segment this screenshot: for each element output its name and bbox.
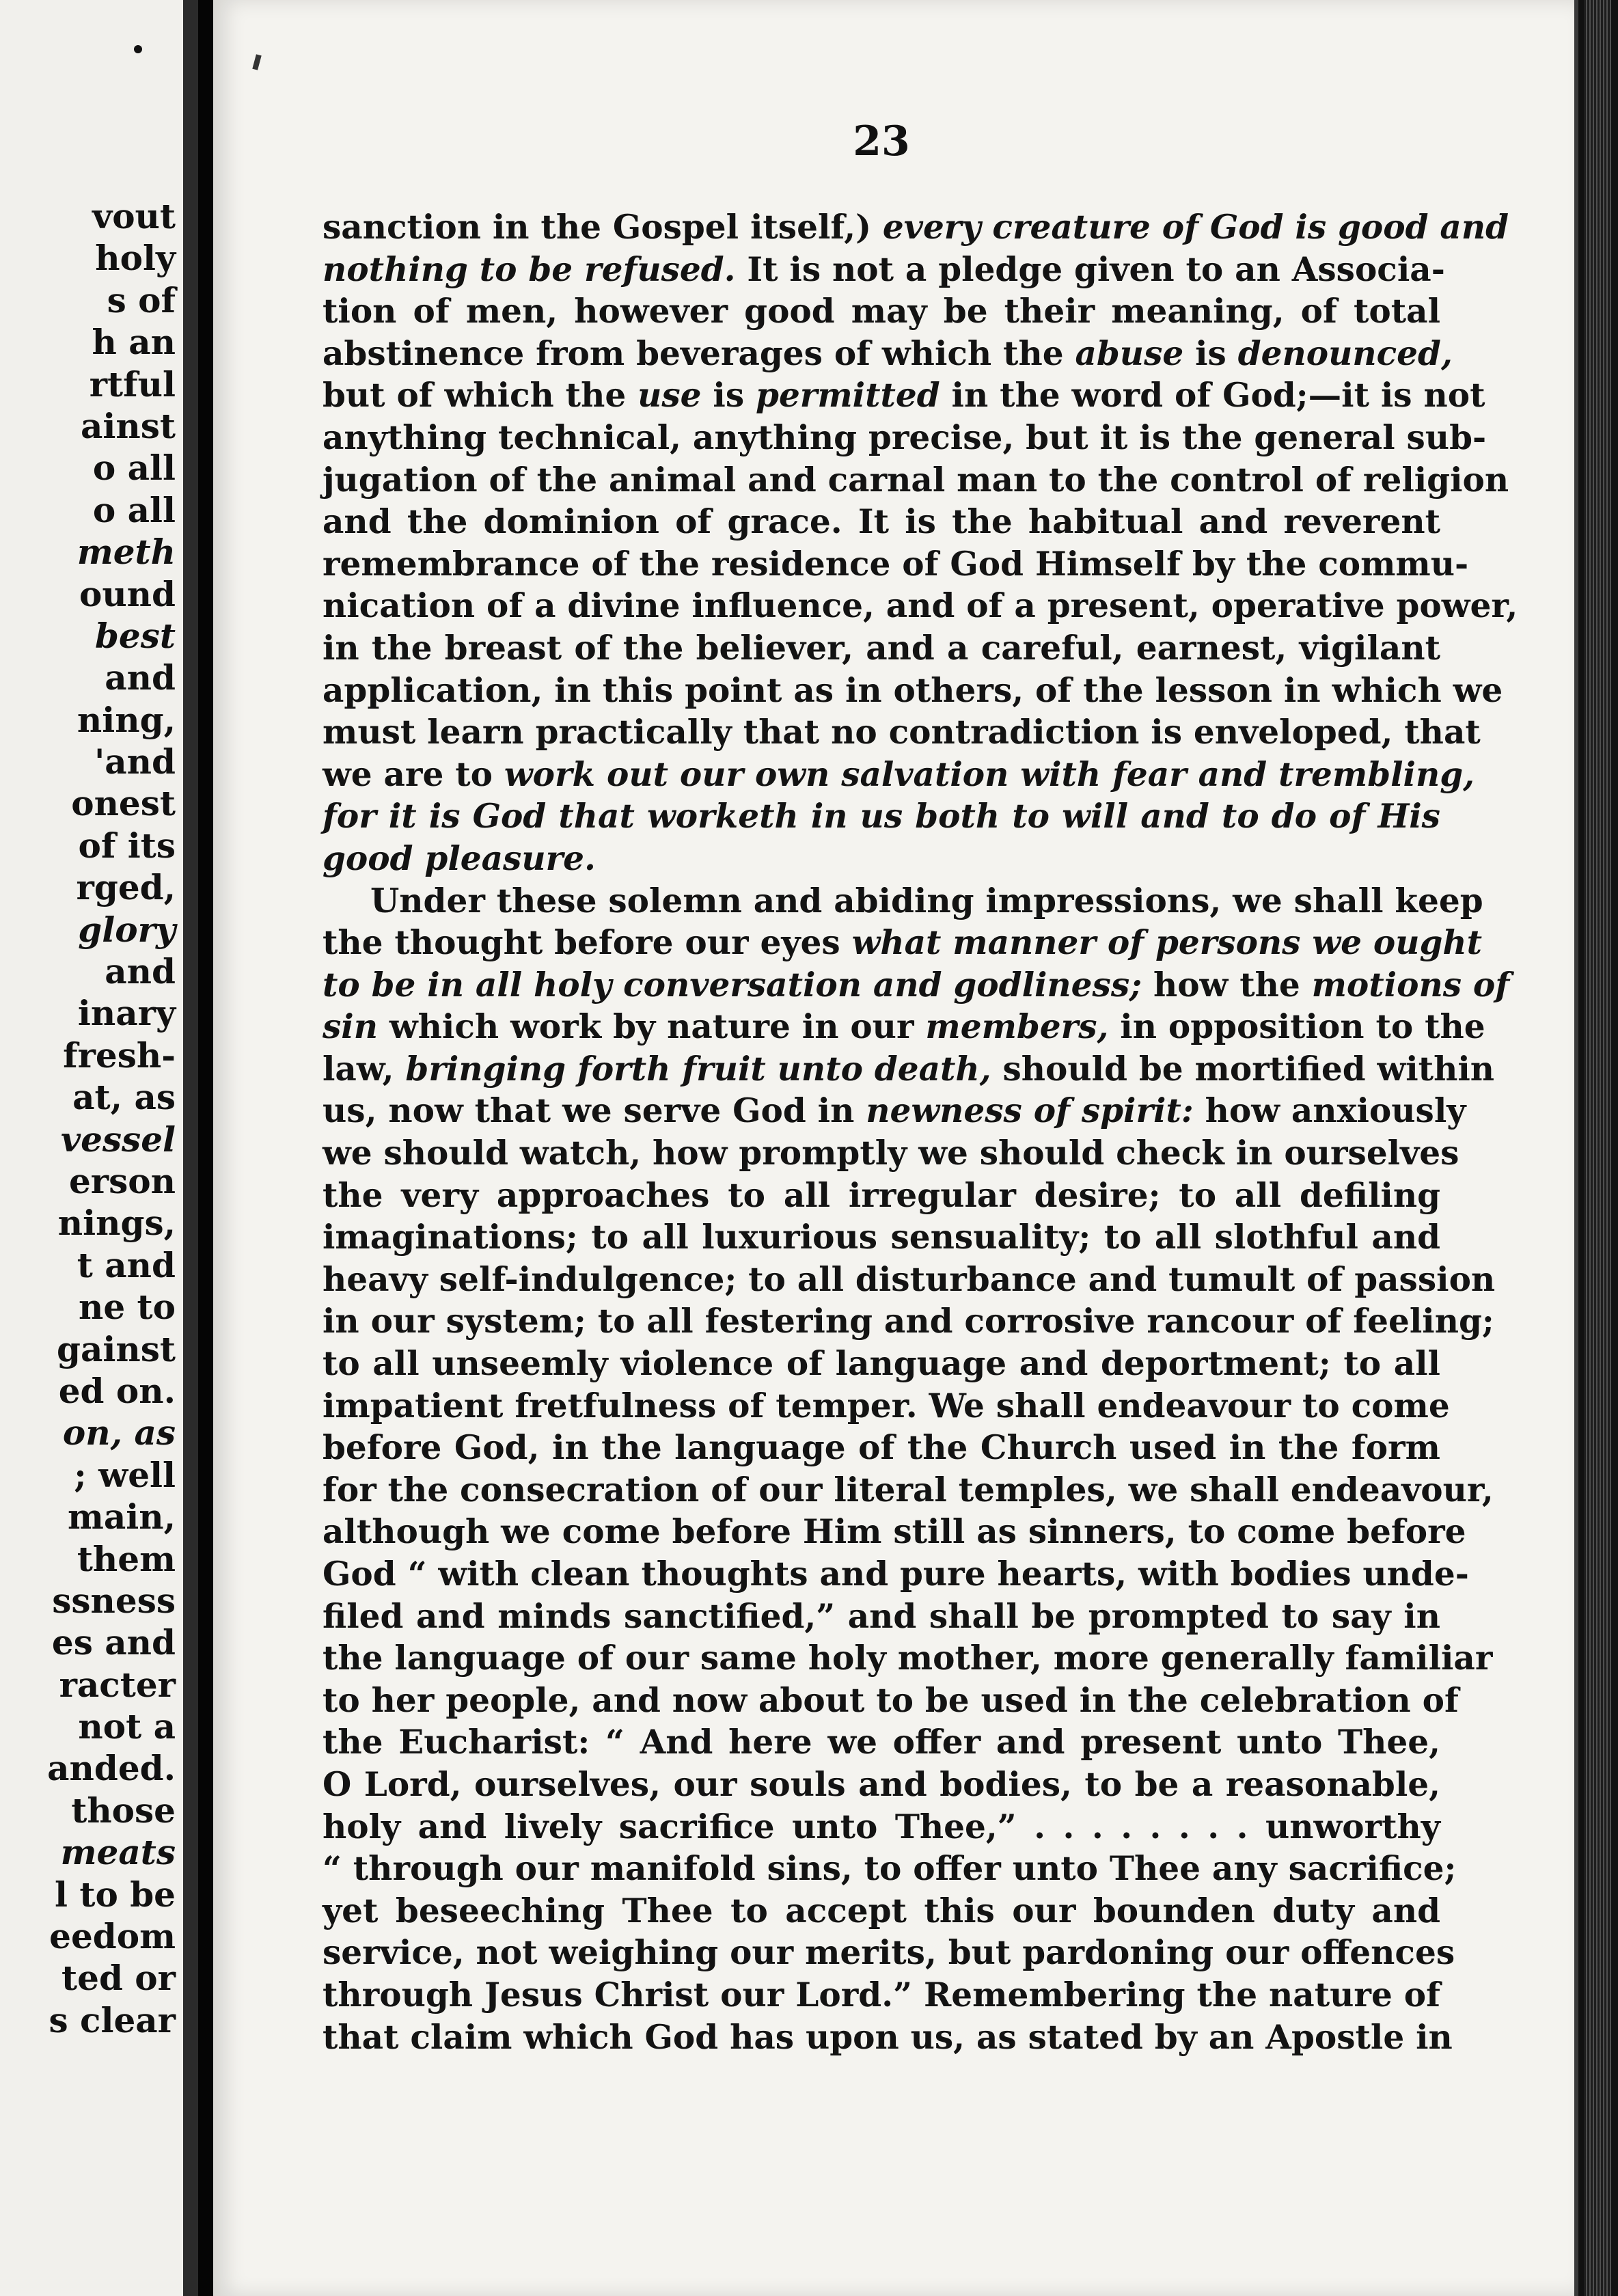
previous-page-fragment: ted or [61,1958,176,1999]
previous-page-fragment: eedom [49,1916,176,1957]
text-line: God “ with clean thoughts and pure hearts, with bodies unde- [323,1555,1469,1594]
previous-page-fragment: and [105,657,176,698]
previous-page-fragment: best [94,615,176,656]
text-line: imaginations; to all luxurious sensuality; to all slothful and [323,1218,1440,1257]
previous-page-fragment: glory [78,909,176,950]
previous-page-fragment: holy [95,238,176,279]
text-line: good pleasure. [323,838,596,878]
text-line: but of which the use is permitted in the word of God;—it is not [323,376,1485,415]
previous-page-strip [0,0,183,2296]
previous-page-fragment: rged, [76,867,176,908]
previous-page-fragment: them [77,1538,176,1579]
text-line: application, in this point as in others, of the lesson in which we [323,670,1503,710]
previous-page-fragment: ound [79,573,176,614]
previous-page-fragment: of its [78,825,176,866]
text-line: the very approaches to all irregular desire; to all defiling [323,1175,1440,1215]
text-line: must learn practically that no contradiction is enveloped, that [323,713,1481,752]
previous-page-fragment: onest [71,783,176,824]
text-line: anything technical, anything precise, but it is the general sub- [323,418,1487,457]
text-line: nothing to be refused. It is not a pledge given to an Associa- [323,249,1445,289]
text-line: to all unseemly violence of language and deportment; to all [323,1344,1440,1384]
previous-page-fragment: rtful [89,364,176,405]
previous-page-fragment: ed on. [58,1370,176,1411]
text-line: nication of a divine influence, and of a present, operative power, [323,586,1518,626]
text-line: abstinence from beverages of which the abuse is denounced, [323,333,1453,373]
previous-page-fragment: 'and [94,741,176,782]
previous-page-fragment: gainst [57,1328,176,1369]
body-text [323,206,1518,2058]
text-line: before God, in the language of the Church used in the form [323,1428,1440,1468]
text-line: us, now that we serve God in newness of spirit: how anxiously [323,1091,1466,1131]
previous-page-fragment: o all [92,448,176,489]
previous-page-fragment: meats [60,1832,176,1873]
previous-page-fragment: t and [77,1244,176,1285]
page-number: 23 [853,118,910,165]
text-line: for the consecration of our literal temples, we shall endeavour, [323,1470,1494,1509]
previous-page-fragment: h an [92,322,176,363]
page-stack-lines [1584,0,1611,2296]
text-line: impatient fretfulness of temper. We shall endeavour to come [323,1386,1450,1425]
text-line: remembrance of the residence of God Himself by the commu- [323,544,1469,584]
previous-page-fragment: l to be [54,1874,176,1915]
previous-page-fragment: erson [68,1160,176,1201]
text-line: through Jesus Christ our Lord.” Remembering the nature of [323,1975,1440,2014]
text-line: yet beseeching Thee to accept this our bounden duty and [323,1891,1440,1930]
text-line: filed and minds sanctified,” and shall be prompted to say in [323,1596,1440,1636]
previous-page-fragment: nings, [57,1203,176,1244]
previous-page-fragment: vout [92,196,176,236]
text-line: we are to work out our own salvation with fear and trembling, [323,754,1475,794]
previous-page-fragment: those [71,1790,176,1831]
text-line: the thought before our eyes what manner of persons we ought [323,923,1483,963]
text-line: holy and lively sacrifice unto Thee,” . . . . . . . . unworthy [323,1807,1440,1846]
previous-page-fragment: vessel [61,1119,176,1160]
previous-page-fragment: ssness [52,1580,176,1621]
previous-page-fragment: ; well [74,1454,176,1495]
previous-page-fragment: racter [59,1664,176,1705]
previous-page-fragment: anded. [47,1748,176,1789]
text-line: law, bringing forth fruit unto death, should be mortified within [323,1049,1495,1089]
paragraph-start-line: Under these solemn and abiding impressions, we shall keep [370,881,1483,920]
text-line: sin which work by nature in our members, in opposition to the [323,1007,1485,1047]
previous-page-fragment: fresh- [63,1035,176,1076]
text-line: to her people, and now about to be used in the celebration of [323,1680,1459,1720]
text-line: the language of our same holy mother, more generally familiar [323,1639,1493,1678]
text-line: heavy self-indulgence; to all disturbance and tumult of passion [323,1259,1496,1299]
text-line: and the dominion of grace. It is the habitual and reverent [323,502,1440,542]
book-gutter [198,0,213,2296]
text-line: sanction in the Gospel itself,) every creature of God is good and [323,208,1509,247]
previous-page-fragment: s of [107,279,176,320]
previous-page-fragment: es and [51,1622,176,1663]
previous-page-fragment: inary [77,993,176,1034]
text-line: we should watch, how promptly we should check in ourselves [323,1134,1459,1173]
text-line: O Lord, ourselves, our souls and bodies, to be a reasonable, [323,1764,1440,1804]
previous-page-text [0,195,181,2041]
previous-page-fragment: ning, [77,699,176,740]
previous-page-fragment: at, as [72,1077,176,1118]
text-line: to be in all holy conversation and godliness; how the motions of [323,965,1510,1004]
text-line: service, not weighing our merits, but pardoning our offences [323,1933,1455,1973]
text-line: tion of men, however good may be their meaning, of total [323,292,1440,331]
text-line: jugation of the animal and carnal man to the control of religion [323,460,1509,500]
previous-page-fragment: ainst [81,405,176,446]
text-line: the Eucharist: “ And here we offer and present unto Thee, [323,1723,1440,1762]
previous-page-fragment: not a [78,1706,176,1747]
text-line: in the breast of the believer, and a careful, earnest, vigilant [323,628,1440,668]
previous-page-fragment: o all [92,489,176,530]
text-line: for it is God that worketh in us both to will and to do of His [323,797,1440,836]
previous-page-fragment: main, [67,1496,176,1538]
previous-page-fragment: ne to [78,1287,176,1328]
text-line: “ through our manifold sins, to offer unto Thee any sacrifice; [323,1849,1457,1889]
previous-page-fragment: on, as [62,1412,176,1453]
previous-page-fragment: and [105,951,176,992]
previous-page-fragment: meth [77,532,176,573]
ink-speck [134,45,142,53]
text-line: in our system; to all festering and corrosive rancour of feeling; [323,1302,1494,1341]
gutter-shadow [183,0,198,2296]
text-line: that claim which God has upon us, as stated by an Apostle in [323,2017,1453,2057]
text-line: although we come before Him still as sinners, to come before [323,1512,1466,1552]
previous-page-fragment: s clear [49,1999,176,2040]
